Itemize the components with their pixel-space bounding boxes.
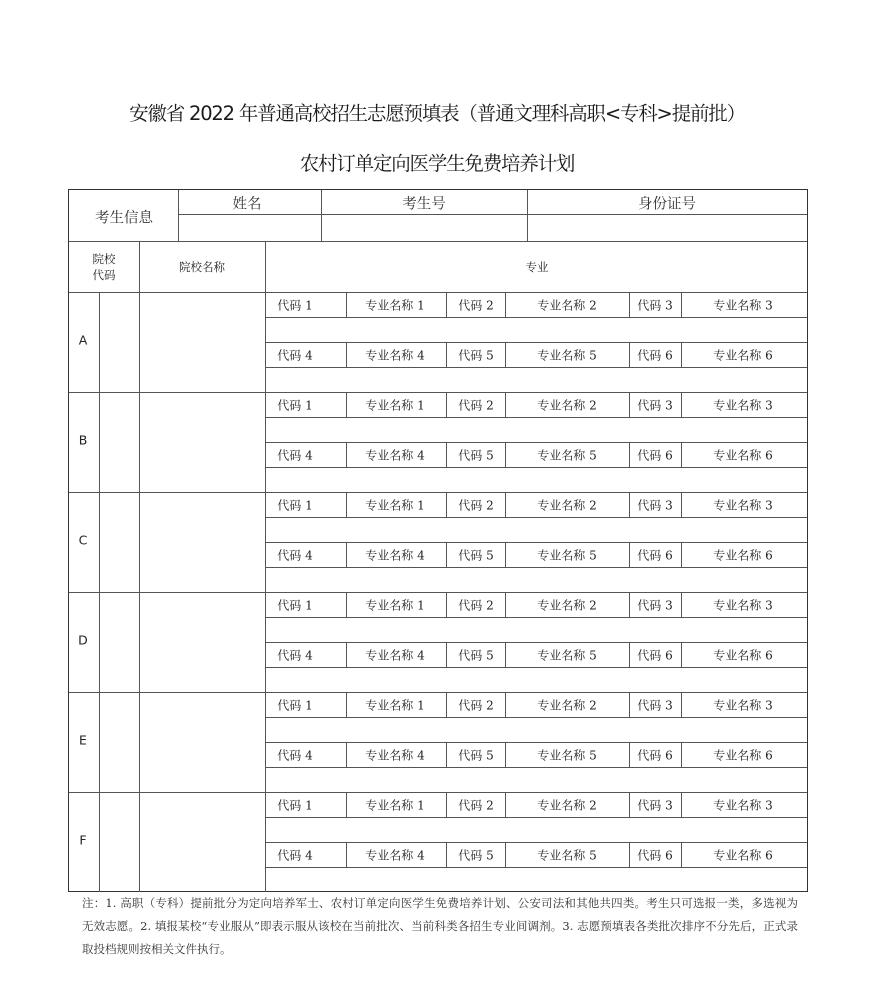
major-entry-row[interactable] [266,718,806,741]
grid-line [505,342,506,367]
grid-line [446,642,447,667]
major-name-label: 专业名称 1 [365,798,425,813]
major-code-label: 代码 6 [637,848,673,863]
major-name-label: 专业名称 5 [537,448,597,463]
major-name-label: 专业名称 4 [365,548,425,563]
grid-line [629,292,630,317]
major-code-label: 代码 5 [458,648,494,663]
major-entry-row[interactable] [266,768,806,791]
grid-line [346,642,347,667]
major-code-label: 代码 1 [277,298,313,313]
grid-line [681,492,682,517]
grid-line [69,692,807,693]
grid-line [446,692,447,717]
grid-line [681,542,682,567]
group-label: D [78,632,88,648]
grid-line [681,592,682,617]
group-label: C [78,532,88,548]
grid-line [265,517,807,518]
major-name-label: 专业名称 6 [713,748,773,763]
grid-line [505,442,506,467]
major-name-label: 专业名称 3 [713,398,773,413]
major-code-label: 代码 6 [637,648,673,663]
major-code-label: 代码 6 [637,348,673,363]
grid-line [69,292,807,293]
grid-line [629,642,630,667]
grid-line [265,417,807,418]
school-code-field[interactable] [100,793,138,891]
major-code-label: 代码 4 [277,548,313,563]
grid-line [265,817,807,818]
grid-line [265,717,807,718]
major-name-label: 专业名称 4 [365,348,425,363]
applicant-info-label: 考生信息 [95,210,153,227]
grid-line [505,392,506,417]
major-code-label: 代码 6 [637,448,673,463]
grid-line [446,592,447,617]
grid-line [346,842,347,867]
major-name-label: 专业名称 5 [537,748,597,763]
grid-line [346,492,347,517]
major-code-label: 代码 6 [637,748,673,763]
grid-line [446,842,447,867]
major-code-label: 代码 5 [458,348,494,363]
major-name-label: 专业名称 1 [365,498,425,513]
grid-line [629,742,630,767]
major-name-label: 专业名称 6 [713,448,773,463]
major-header: 专业 [525,260,549,274]
major-name-label: 专业名称 4 [365,748,425,763]
major-name-label: 专业名称 3 [713,598,773,613]
grid-line [681,392,682,417]
grid-line [446,442,447,467]
major-name-label: 专业名称 3 [713,498,773,513]
grid-line [446,542,447,567]
major-name-label: 专业名称 6 [713,848,773,863]
major-name-label: 专业名称 5 [537,348,597,363]
grid-line [178,190,179,241]
group-label: F [79,832,87,848]
grid-line [139,241,140,892]
grid-line [505,742,506,767]
application-form-table [68,189,808,892]
major-entry-row[interactable] [266,468,806,491]
major-entry-row[interactable] [266,818,806,841]
grid-line [505,842,506,867]
major-name-label: 专业名称 4 [365,848,425,863]
school-code-header: 院校 代码 [92,252,116,282]
grid-line [446,492,447,517]
major-name-label: 专业名称 4 [365,648,425,663]
grid-line [629,842,630,867]
major-code-label: 代码 1 [277,798,313,813]
major-name-label: 专业名称 2 [537,298,597,313]
major-name-label: 专业名称 3 [713,698,773,713]
grid-line [681,842,682,867]
grid-line [446,392,447,417]
grid-line [265,567,807,568]
major-name-label: 专业名称 1 [365,298,425,313]
grid-line [505,592,506,617]
major-code-label: 代码 2 [458,598,494,613]
major-code-label: 代码 1 [277,498,313,513]
grid-line [629,592,630,617]
grid-line [265,667,807,668]
group-label: B [78,432,88,448]
major-code-label: 代码 2 [458,298,494,313]
major-entry-row[interactable] [266,318,806,341]
form-subtitle: 农村订单定向医学生免费培养计划 [299,152,575,175]
grid-line [681,792,682,817]
school-code-field[interactable] [100,393,138,491]
grid-line [346,342,347,367]
grid-line [346,742,347,767]
grid-line [629,342,630,367]
grid-line [629,442,630,467]
grid-line [681,442,682,467]
major-entry-row[interactable] [266,568,806,591]
school-name-header: 院校名称 [179,260,225,274]
grid-line [681,742,682,767]
school-code-field[interactable] [100,493,138,591]
major-entry-row[interactable] [266,868,806,891]
grid-line [505,292,506,317]
grid-line [69,241,807,242]
major-code-label: 代码 4 [277,748,313,763]
grid-line [505,542,506,567]
grid-line [681,342,682,367]
major-name-label: 专业名称 5 [537,548,597,563]
major-code-label: 代码 3 [637,798,673,813]
major-code-label: 代码 5 [458,748,494,763]
exam-id-label: 考生号 [402,196,446,213]
major-name-label: 专业名称 2 [537,498,597,513]
major-code-label: 代码 1 [277,398,313,413]
school-name-field[interactable] [140,593,264,691]
grid-line [265,767,807,768]
major-code-label: 代码 1 [277,598,313,613]
major-entry-row[interactable] [266,418,806,441]
name-label: 姓名 [232,196,262,213]
grid-line [321,190,322,241]
school-name-field[interactable] [140,393,264,491]
school-code-field[interactable] [100,293,138,391]
major-code-label: 代码 3 [637,298,673,313]
major-entry-row[interactable] [266,618,806,641]
exam-id-field[interactable] [322,215,526,241]
major-code-label: 代码 5 [458,448,494,463]
grid-line [446,292,447,317]
grid-line [446,792,447,817]
major-code-label: 代码 5 [458,848,494,863]
grid-line [527,190,528,241]
grid-line [505,792,506,817]
major-name-label: 专业名称 3 [713,798,773,813]
major-name-label: 专业名称 1 [365,698,425,713]
grid-line [69,492,807,493]
grid-line [346,392,347,417]
grid-line [681,292,682,317]
id-card-label: 身份证号 [638,196,696,213]
grid-line [681,642,682,667]
major-name-label: 专业名称 6 [713,548,773,563]
major-code-label: 代码 3 [637,498,673,513]
grid-line [265,467,807,468]
major-code-label: 代码 3 [637,698,673,713]
major-code-label: 代码 5 [458,548,494,563]
grid-line [505,492,506,517]
major-code-label: 代码 6 [637,548,673,563]
grid-line [346,592,347,617]
major-code-label: 代码 4 [277,348,313,363]
grid-line [346,292,347,317]
grid-line [178,214,807,215]
footnote: 注：1. 高职（专科）提前批分为定向培养军士、农村订单定向医学生免费培养计划、公安司法和其他共四类。考生只可选报一类，多选视为无效志愿。2. 填报某校“专业服从”即表示服从该校在当前批次、当前科类各招生专业间调剂。3. 志愿预填表各类批次排序不分先后，正式录取投档规则按相关文件执行。 [82,896,798,956]
major-entry-row[interactable] [266,518,806,541]
major-code-label: 代码 2 [458,698,494,713]
school-code-field[interactable] [100,693,138,791]
grid-line [505,642,506,667]
major-code-label: 代码 2 [458,798,494,813]
major-name-label: 专业名称 3 [713,298,773,313]
major-name-label: 专业名称 2 [537,398,597,413]
grid-line [346,442,347,467]
school-code-field[interactable] [100,593,138,691]
grid-line [346,542,347,567]
school-name-field[interactable] [140,293,264,391]
grid-line [446,742,447,767]
major-entry-row[interactable] [266,368,806,391]
id-card-field[interactable] [528,215,806,241]
major-name-label: 专业名称 5 [537,648,597,663]
major-code-label: 代码 3 [637,598,673,613]
major-code-label: 代码 3 [637,398,673,413]
grid-line [265,317,807,318]
grid-line [629,492,630,517]
grid-line [681,692,682,717]
name-field[interactable] [178,215,320,241]
group-label: A [78,332,88,348]
grid-line [265,867,807,868]
major-name-label: 专业名称 2 [537,798,597,813]
major-name-label: 专业名称 2 [537,598,597,613]
major-name-label: 专业名称 1 [365,398,425,413]
grid-line [629,792,630,817]
group-label: E [79,732,87,748]
major-name-label: 专业名称 6 [713,648,773,663]
grid-line [346,792,347,817]
major-code-label: 代码 4 [277,448,313,463]
major-name-label: 专业名称 4 [365,448,425,463]
grid-line [629,692,630,717]
major-code-label: 代码 4 [277,848,313,863]
grid-line [346,692,347,717]
major-entry-row[interactable] [266,668,806,691]
grid-line [69,392,807,393]
school-name-field[interactable] [140,493,264,591]
grid-line [446,342,447,367]
grid-line [629,542,630,567]
grid-line [69,792,807,793]
major-name-label: 专业名称 5 [537,848,597,863]
school-name-field[interactable] [140,693,264,791]
school-name-field[interactable] [140,793,264,891]
grid-line [265,367,807,368]
major-code-label: 代码 2 [458,398,494,413]
major-code-label: 代码 1 [277,698,313,713]
form-title: 安徽省 2022 年普通高校招生志愿预填表（普通文理科高职<专科>提前批） [129,102,745,125]
major-code-label: 代码 2 [458,498,494,513]
grid-line [265,617,807,618]
major-name-label: 专业名称 1 [365,598,425,613]
grid-line [629,392,630,417]
major-code-label: 代码 4 [277,648,313,663]
grid-line [69,592,807,593]
grid-line [505,692,506,717]
major-name-label: 专业名称 6 [713,348,773,363]
major-name-label: 专业名称 2 [537,698,597,713]
